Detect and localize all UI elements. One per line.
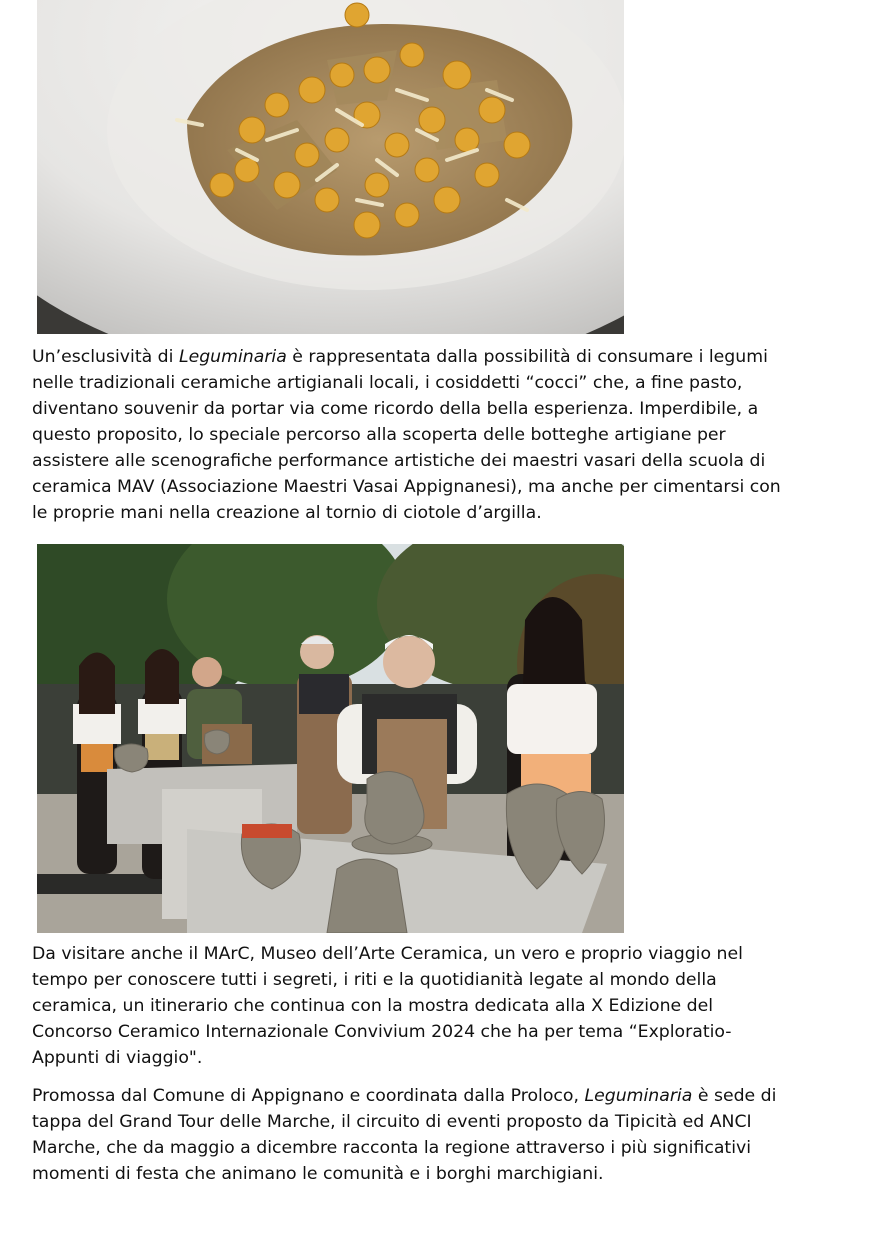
- paragraph-text: è sede di tappa del Grand Tour delle Marche, il circuito di eventi proposto da Tipicità ed ANCI Marche, che da maggio a dicembre racconta la regione attraverso i più significativi momenti di festa che animano le comunità e i borghi marchigiani.: [32, 1086, 777, 1184]
- pottery-wheel-demonstration-illustration: [37, 544, 624, 933]
- paragraph-grand-tour: [32, 1083, 792, 1187]
- article-body: [32, 0, 832, 1187]
- paragraph-text: è rappresentata dalla possibilità di consumare i legumi nelle tradizionali ceramiche artigianali locali, i cosiddetti “cocci” che, a fine pasto, diventano souvenir da portar via come ricordo della bella esperienza. Imperdibile, a questo proposito, lo speciale percorso alla scoperta delle botteghe artigiane per assistere alle scenografiche performance artistiche dei maestri vasari della scuola di ceramica MAV (Associazione Maestri Vasai Appignanesi), ma anche per cimentarsi con le proprie mani nella creazione al tornio di ciotole d’argilla.: [32, 347, 781, 523]
- paragraph-text: Un’esclusività di: [32, 347, 179, 367]
- dish-photo: [37, 0, 624, 334]
- paragraph-museum: Da visitare anche il MArC, Museo dell’Arte Ceramica, un vero e proprio viaggio nel tempo per conoscere tutti i segreti, i riti e la quotidianità legate al mondo della ceramica, un itinerario che continua con la mostra dedicata alla X Edizione del Concorso Ceramico Internazionale Convivium 2024 che ha per tema “Exploratio-Appunti di viaggio".: [32, 944, 743, 1068]
- pottery-photo: [37, 544, 624, 933]
- paragraph-ceramics: [32, 344, 792, 526]
- event-name-italic: Leguminaria: [584, 1086, 693, 1106]
- pasta-with-chickpeas-illustration: [37, 0, 624, 334]
- paragraph-text: Promossa dal Comune di Appignano e coordinata dalla Proloco,: [32, 1086, 585, 1106]
- event-name-italic: Leguminaria: [178, 347, 287, 367]
